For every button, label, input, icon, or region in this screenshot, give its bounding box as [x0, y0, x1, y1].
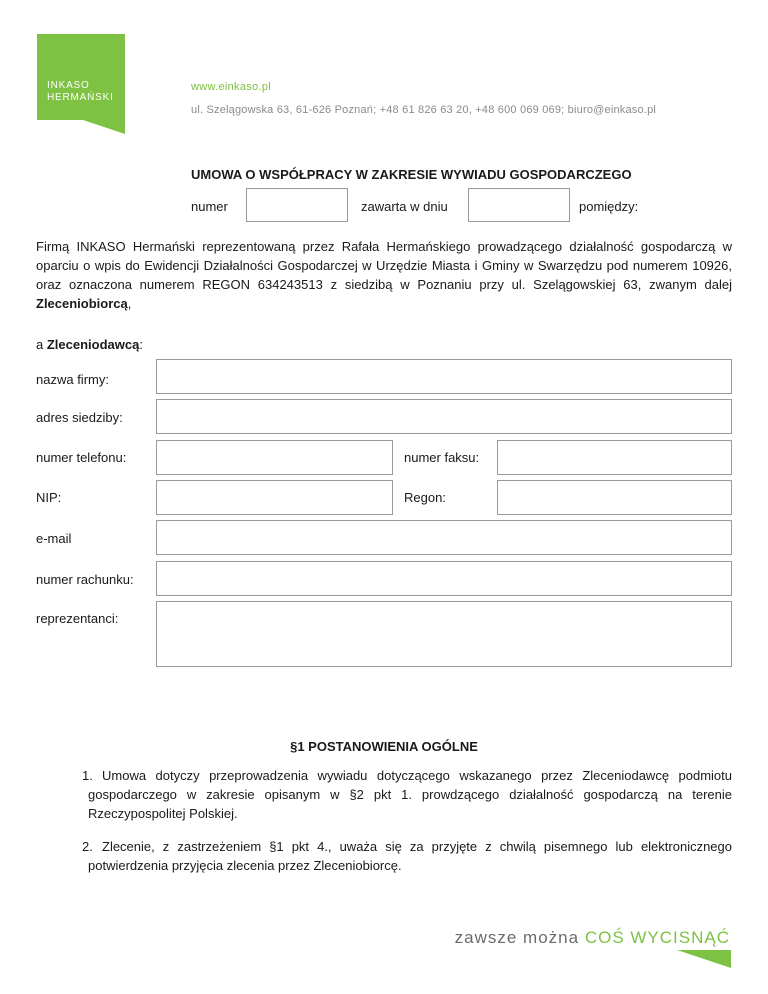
representatives-label: reprezentanci: [36, 611, 119, 626]
regon-label: Regon: [404, 490, 446, 505]
footer-slogan [455, 928, 730, 948]
email-label: e-mail [36, 531, 72, 546]
document-title: UMOWA O WSPÓŁPRACY W ZAKRESIE WYWIADU GOSPODARCZEGO [191, 167, 632, 182]
logo-tail-shape [77, 118, 125, 134]
slogan-part-2: COŚ WYCISNĄĆ [584, 928, 730, 947]
address-label: adres siedziby: [36, 410, 123, 425]
fax-field[interactable] [497, 440, 732, 475]
account-label: numer rachunku: [36, 572, 134, 587]
regon-field[interactable] [497, 480, 732, 515]
section-1-list [82, 766, 732, 889]
list-item [82, 837, 732, 875]
company-name-field[interactable] [156, 359, 732, 394]
company-address: ul. Szelągowska 63, 61-626 Poznań; +48 61 826 63 20, +48 600 069 069; biuro@einkaso.pl [191, 104, 657, 116]
fax-label: numer faksu: [404, 450, 480, 465]
company-logo [37, 34, 125, 120]
logo-line-2: HERMAŃSKI [47, 92, 114, 103]
client-term: Zleceniodawcą [46, 337, 140, 352]
company-name-label: nazwa firmy: [36, 372, 109, 387]
account-field[interactable] [156, 561, 732, 596]
section-1-title: §1 POSTANOWIENIA OGÓLNE [290, 739, 478, 754]
contract-date-field[interactable] [468, 188, 570, 222]
list-item-text: Zlecenie, z zastrzeżeniem §1 pkt 4., uważa się za przyjęte z chwilą pisemnego lub elektronicznego potwierdzenia przyjęcia zlecenia przez Zleceniobiorcę. [88, 839, 732, 873]
phone-field[interactable] [156, 440, 393, 475]
list-item-text: Umowa dotyczy przeprowadzenia wywiadu dotyczącego wskazanego przez Zleceniodawcę podmiotu gospodarczego w zakresie opisanym w §2 pkt 1. prowdzącego działalność gospodarczą na terenie Rzeczypospolitej Polskiej. [88, 768, 732, 821]
logo-line-1: INKASO [47, 80, 90, 91]
between-label: pomiędzy: [579, 199, 639, 214]
logo-text [47, 80, 114, 104]
nip-label: NIP: [36, 490, 62, 505]
nip-field[interactable] [156, 480, 393, 515]
contractor-suffix: , [127, 296, 132, 311]
contractor-paragraph [36, 237, 732, 313]
contract-number-field[interactable] [246, 188, 348, 222]
list-item-number: 1. [82, 768, 93, 783]
client-prefix: a [36, 337, 47, 352]
address-field[interactable] [156, 399, 732, 434]
contractor-term: Zleceniobiorcą [36, 296, 128, 311]
contract-number-label: numer [191, 199, 228, 214]
slogan-part-1: zawsze można [454, 928, 585, 947]
email-field[interactable] [156, 520, 732, 555]
website-link[interactable]: www.einkaso.pl [191, 81, 272, 93]
contractor-text: Firmą INKASO Hermański reprezentowaną przez Rafała Hermańskiego prowadzącego działalność gospodarczą w oparciu o wpis do Ewidencji Działalności Gospodarczej w Urzędzie Miasta i Gminy w Swarzędzu pod numerem 10926, oraz oznaczona numerem REGON 634243513 z siedzibą w Poznaniu przy ul. Szelągowskiej 63, zwanym dalej [36, 239, 732, 292]
list-item [82, 766, 732, 823]
client-suffix: : [139, 337, 143, 352]
contract-date-label: zawarta w dniu [361, 199, 448, 214]
representatives-field[interactable] [156, 601, 732, 667]
footer-tail-shape [677, 950, 731, 968]
list-item-number: 2. [82, 839, 93, 854]
client-intro [36, 337, 143, 352]
phone-label: numer telefonu: [36, 450, 127, 465]
